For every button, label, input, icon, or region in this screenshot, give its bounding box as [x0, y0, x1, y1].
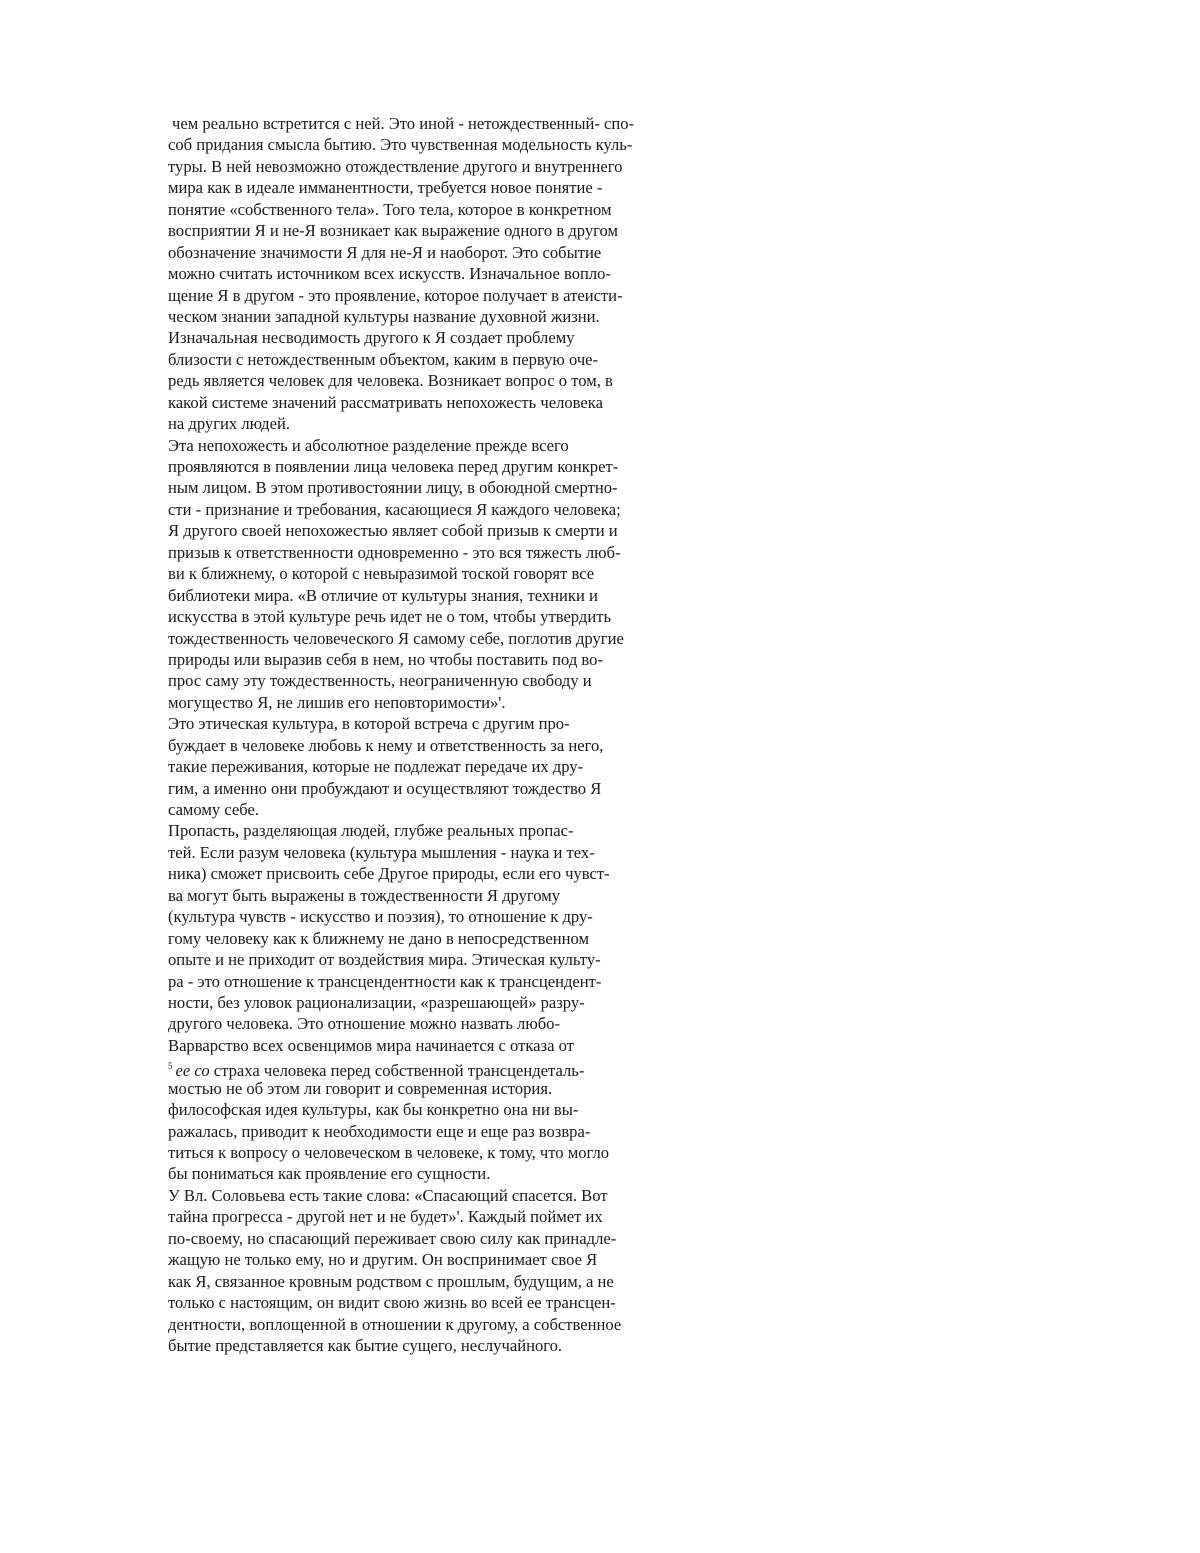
body-text — [168, 113, 728, 1356]
text-line: на других людей. — [168, 414, 291, 434]
text-line: близости с нетождественным объектом, каким в первую оче- — [168, 349, 599, 369]
line-rest: страха человека перед собственной трансцендеталь- — [209, 1061, 585, 1081]
text-line-footnote — [168, 1056, 728, 1081]
text-line: бы пониматься как проявление его сущности. — [168, 1164, 491, 1184]
text-line: (культура чувств - искусство и поэзия), то отношение к дру- — [168, 907, 593, 927]
text-line: Пропасть, разделяющая людей, глубже реальных пропас- — [168, 821, 574, 841]
text-line: восприятии Я и не-Я возникает как выражение одного в другом — [168, 221, 619, 241]
text-line: призыв к ответственности одновременно - это вся тяжесть люб- — [168, 542, 621, 562]
text-line: мостью не об этом ли говорит и современная история. — [168, 1078, 553, 1098]
text-line: дентности, воплощенной в отношении к другому, а собственное — [168, 1314, 622, 1334]
text-line: тей. Если разум человека (культура мышления - наука и тех- — [168, 842, 595, 862]
text-line: тождественность человеческого Я самому себе, поглотив другие — [168, 628, 624, 648]
text-line: опыте и не приходит от воздействия мира. Этическая культу- — [168, 950, 601, 970]
text-line: гому человеку как к ближнему не дано в непосредственном — [168, 928, 589, 948]
text-line: ческом знании западной культуры название духовной жизни. — [168, 306, 600, 326]
footnote-marker: 5 — [168, 1061, 173, 1072]
text-line: Это этическая культура, в которой встреча с другим про- — [168, 714, 570, 734]
text-line: самому себе. — [168, 800, 260, 819]
text-line: чем реально встретится с ней. Это иной - нетождественный- спо- — [172, 114, 635, 133]
text-line: проявляются в появлении лица человека перед другим конкрет- — [168, 457, 619, 476]
text-line: Я другого своей непохожестью являет собой призыв к смерти и — [168, 521, 618, 541]
text-line: ва могут быть выражены в тождественности Я другому — [168, 885, 561, 905]
text-line: гим, а именно они пробуждают и осуществляют тождество Я — [168, 778, 602, 798]
text-line: ника) сможет присвоить себе Другое природы, если его чувст- — [168, 864, 610, 884]
text-line: бытие представляется как бытие сущего, неслучайного. — [168, 1335, 563, 1355]
text-line: ви к ближнему, о которой с невыразимой тоской говорят все — [168, 564, 595, 584]
text-line: обозначение значимости Я для не-Я и наоборот. Это событие — [168, 242, 602, 262]
italic-fragment: ее со — [175, 1061, 210, 1081]
text-line: соб придания смысла бытию. Это чувственная модельность куль- — [168, 135, 633, 155]
text-line: другого человека. Это отношение можно назвать любо- — [168, 1014, 561, 1034]
text-line: ражалась, приводит к необходимости еще и еще раз возвра- — [168, 1121, 591, 1141]
text-line: понятие «собственного тела». Того тела, которое в конкретном — [168, 199, 612, 219]
text-line: буждает в человеке любовь к нему и ответственность за него, — [168, 735, 604, 755]
text-line: Эта непохожесть и абсолютное разделение прежде всего — [168, 435, 569, 455]
text-line: ным лицом. В этом противостоянии лицу, в обоюдной смертно- — [168, 478, 618, 498]
text-line: сти - признание и требования, касающиеся Я каждого человека; — [168, 499, 621, 519]
text-line: У Вл. Соловьева есть такие слова: «Спасающий спасется. Вот — [168, 1185, 608, 1205]
text-line: по-своему, но спасающий переживает свою силу как принадле- — [168, 1228, 617, 1248]
text-line: мира как в идеале имманентности, требуется новое понятие - — [168, 178, 603, 198]
text-line: философская идея культуры, как бы конкретно она ни вы- — [168, 1100, 579, 1120]
text-line: титься к вопросу о человеческом в человеке, к тому, что могло — [168, 1143, 610, 1162]
text-line: природы или выразив себя в нем, но чтобы поставить под во- — [168, 649, 603, 669]
text-line: такие переживания, которые не подлежат передаче их дру- — [168, 757, 584, 777]
text-line: могущество Я, не лишив его неповторимости»'. — [168, 692, 506, 712]
text-line: туры. В ней невозможно отождествление другого и внутреннего — [168, 156, 623, 176]
text-line: жащую не только ему, но и другим. Он воспринимает свое Я — [168, 1250, 598, 1270]
text-line: редь является человек для человека. Возникает вопрос о том, в — [168, 371, 613, 391]
text-line: как Я, связанное кровным родством с прошлым, будущим, а не — [168, 1271, 614, 1291]
text-line: ра - это отношение к трансцендентности как к трансцендент- — [168, 971, 602, 991]
text-line: библиотеки мира. «В отличие от культуры знания, техники и — [168, 585, 598, 605]
text-line: прос саму эту тождественность, неограниченную свободу и — [168, 671, 592, 691]
text-line: можно считать источником всех искусств. Изначальное вопло- — [168, 264, 611, 284]
text-line: искусства в этой культуре речь идет не о том, чтобы утвердить — [168, 607, 612, 627]
text-line: ности, без уловок рационализации, «разрешающей» разру- — [168, 992, 585, 1012]
text-line: Варварство всех освенцимов мира начинается с отказа от — [168, 1035, 574, 1055]
text-line: только с настоящим, он видит свою жизнь во всей ее трансцен- — [168, 1293, 616, 1313]
text-line: какой системе значений рассматривать непохожесть человека — [168, 392, 603, 412]
text-line: щение Я в другом - это проявление, которое получает в атеисти- — [168, 285, 623, 305]
text-line: Изначальная несводимость другого к Я создает проблему — [168, 328, 575, 348]
text-line: тайна прогресса - другой нет и не будет»'. Каждый поймет их — [168, 1207, 603, 1227]
